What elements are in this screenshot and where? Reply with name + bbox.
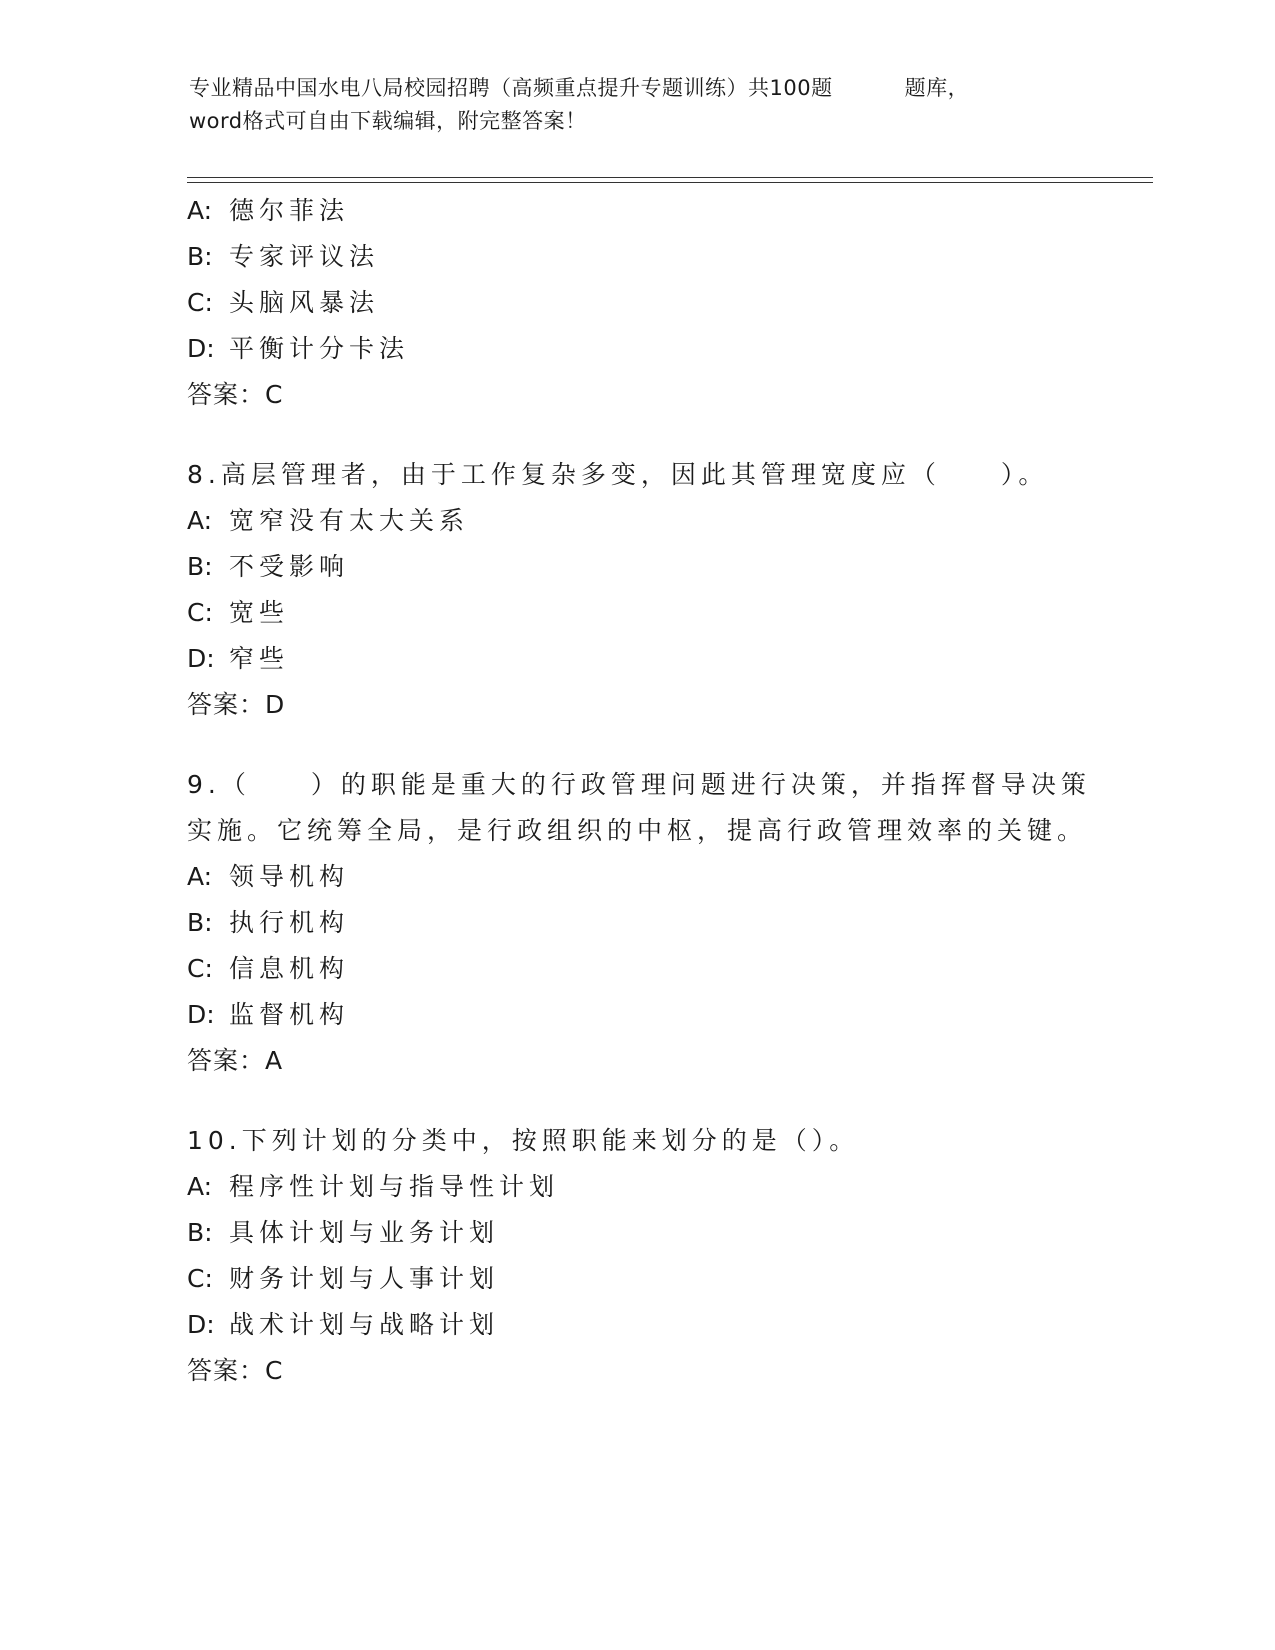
option-b: B: 专家评议法 [187,242,380,271]
question-stem: 8.高层管理者，由于工作复杂多变，因此其管理宽度应（ ）。 [187,460,1049,489]
option-a: A: 德尔菲法 [187,196,350,225]
question-block [187,762,1091,1084]
question-stem: 9.（ ）的职能是重大的行政管理问题进行决策，并指挥督导决策 [187,770,1091,799]
option-b: B: 执行机构 [187,908,350,937]
answer-value: A [265,1046,284,1075]
option-d: D: 平衡计分卡法 [187,334,410,363]
header-rule-bottom [187,182,1153,183]
option-d: D: 战术计划与战略计划 [187,1310,500,1339]
answer-line: 答案：C [187,1356,284,1385]
header-rule-top [187,177,1153,178]
answer-line: 答案：C [187,380,284,409]
answer-value: C [265,1356,284,1385]
option-c: C: 头脑风暴法 [187,288,380,317]
question-stem: 10.下列计划的分类中，按照职能来划分的是（）。 [187,1126,860,1155]
option-b: B: 不受影响 [187,552,350,581]
header-title-suffix: 题库， [904,76,970,100]
header-subtitle: word格式可自由下载编辑，附完整答案！ [189,109,587,133]
option-b: B: 具体计划与业务计划 [187,1218,500,1247]
question-block [187,1118,1087,1394]
option-a: A: 程序性计划与指导性计划 [187,1172,560,1201]
answer-value: C [265,380,284,409]
option-c: C: 财务计划与人事计划 [187,1264,500,1293]
answer-value: D [265,690,286,719]
document-header [189,72,1089,138]
option-c: C: 信息机构 [187,954,350,983]
option-d: D: 监督机构 [187,1000,350,1029]
question-block [187,452,1087,728]
header-title: 专业精品中国水电八局校园招聘（高频重点提升专题训练）共100题 [189,76,833,100]
answer-line: 答案：A [187,1046,284,1075]
option-c: C: 宽些 [187,598,290,627]
option-a: A: 宽窄没有太大关系 [187,506,470,535]
option-a: A: 领导机构 [187,862,350,891]
question-stem-continued: 实施。它统筹全局，是行政组织的中枢，提高行政管理效率的关键。 [187,816,1088,845]
header-line-1 [189,72,1089,105]
option-d: D: 窄些 [187,644,290,673]
question-list [187,188,1091,1394]
answer-line: 答案：D [187,690,286,719]
question-block [187,188,1087,418]
